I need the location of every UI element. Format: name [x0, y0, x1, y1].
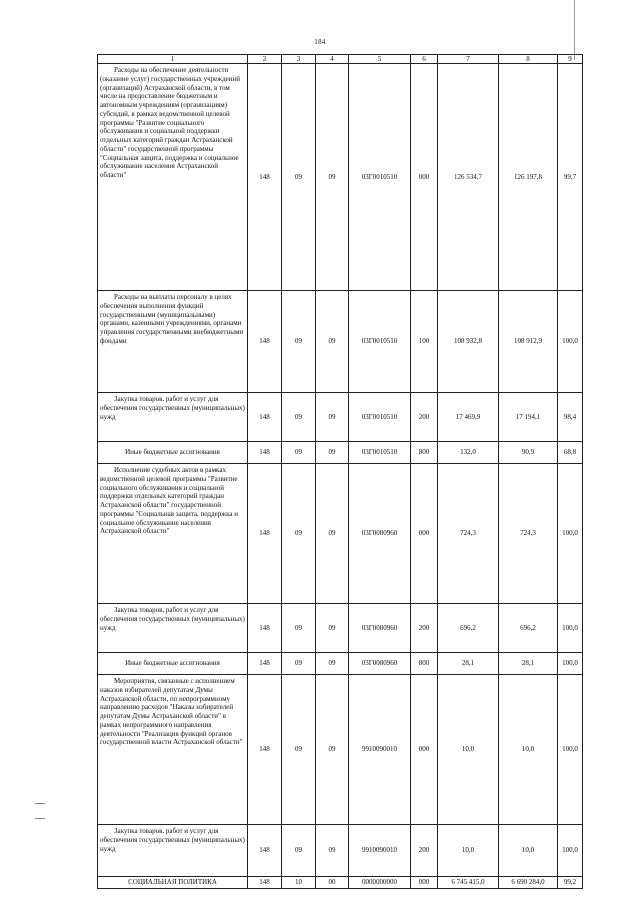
cell-c9: 100,0: [558, 291, 583, 393]
cell-c9: 99,2: [558, 877, 583, 889]
column-header: 1: [98, 55, 248, 64]
cell-c2: 148: [248, 64, 282, 291]
cell-c4: 09: [316, 291, 349, 393]
cell-c2: 148: [248, 653, 282, 675]
cell-c6: 800: [411, 442, 438, 464]
cell-c8: 90,9: [499, 442, 558, 464]
cell-c5: 9910090010: [349, 675, 411, 825]
cell-c4: 09: [316, 675, 349, 825]
cell-c7: 10,0: [438, 675, 499, 825]
cell-c9: 100,0: [558, 825, 583, 877]
cell-c4: 09: [316, 604, 349, 653]
cell-c3: 09: [282, 604, 316, 653]
cell-c2: 148: [248, 604, 282, 653]
table-row: [98, 825, 583, 877]
cell-c7: 724,3: [438, 464, 499, 604]
row-description: Расходы на обеспечение деятельности (оказание услуг) государственных учреждений (организаций) Астраханской области, в том числе на предоставление бюджетным и автономным учреждениям (организациям) субсидий, в рамках ведомственной целевой программы "Развитие социального обслуживания и социальной поддержки отдельных категорий граждан Астраханской области" государственной программы "Социальная защита, поддержка и социальное обслуживание населения Астраханской области": [98, 64, 248, 291]
cell-c3: 09: [282, 393, 316, 442]
cell-c7: 132,0: [438, 442, 499, 464]
table-row: [98, 653, 583, 675]
cell-c8: 696,2: [499, 604, 558, 653]
scan-artifact-line: [574, 0, 575, 60]
cell-c3: 09: [282, 464, 316, 604]
cell-c8: 108 912,9: [499, 291, 558, 393]
cell-c4: 00: [316, 877, 349, 889]
cell-c9: 98,4: [558, 393, 583, 442]
cell-c6: 000: [411, 464, 438, 604]
cell-c6: 200: [411, 825, 438, 877]
cell-c3: 09: [282, 64, 316, 291]
cell-c2: 148: [248, 675, 282, 825]
cell-c8: 126 197,8: [499, 64, 558, 291]
cell-c8: 10,0: [499, 825, 558, 877]
column-header: 4: [316, 55, 349, 64]
cell-c3: 09: [282, 675, 316, 825]
table-row: [98, 291, 583, 393]
row-description: Иные бюджетные ассигнования: [98, 442, 248, 464]
cell-c5: 03Г0010510: [349, 291, 411, 393]
row-description: Закупка товаров, работ и услуг для обеспечения государственных (муниципальных) нужд: [98, 825, 248, 877]
header-row: [98, 55, 583, 64]
cell-c2: 148: [248, 877, 282, 889]
cell-c9: 100,0: [558, 604, 583, 653]
cell-c5: 03Г0080960: [349, 653, 411, 675]
table-row: [98, 464, 583, 604]
cell-c5: 03Г0010510: [349, 442, 411, 464]
column-header: 2: [248, 55, 282, 64]
cell-c3: 09: [282, 442, 316, 464]
column-header: 9: [558, 55, 583, 64]
column-header: 6: [411, 55, 438, 64]
cell-c8: 17 194,1: [499, 393, 558, 442]
cell-c4: 09: [316, 825, 349, 877]
cell-c8: 28,1: [499, 653, 558, 675]
table-row: [98, 393, 583, 442]
table-row: [98, 64, 583, 291]
cell-c7: 108 932,8: [438, 291, 499, 393]
column-header: 7: [438, 55, 499, 64]
row-description: Исполнение судебных актов в рамках ведомственной целевой программы "Развитие социального обслуживания и социальной поддержки отдельных категорий граждан Астраханской области" государственной программы "Социальная защита, поддержка и социальное обслуживание населения Астраханской области": [98, 464, 248, 604]
row-description: Мероприятия, связанные с исполнением наказов избирателей депутатам Думы Астраханской области, по непрограммному направлению расходов "Наказы избирателей депутатам Думы Астраханской области" в рамках непрограммного направления деятельности "Реализация функций органов государственной власти Астраханской области": [98, 675, 248, 825]
row-description: Расходы на выплаты персоналу в целях обеспечения выполнения функций государственными (муниципальными) органами, казенными учреждениями, органами управления государственными внебюджетными фондами: [98, 291, 248, 393]
cell-c7: 696,2: [438, 604, 499, 653]
cell-c4: 09: [316, 653, 349, 675]
cell-c7: 17 469,9: [438, 393, 499, 442]
cell-c2: 148: [248, 464, 282, 604]
cell-c7: 126 534,7: [438, 64, 499, 291]
cell-c5: 0000000000: [349, 877, 411, 889]
cell-c5: 9910090010: [349, 825, 411, 877]
scan-artifact-mark: [35, 818, 45, 819]
cell-c5: 03Г0080960: [349, 604, 411, 653]
column-header: 5: [349, 55, 411, 64]
cell-c2: 148: [248, 393, 282, 442]
cell-c3: 09: [282, 825, 316, 877]
row-description: Закупка товаров, работ и услуг для обеспечения государственных (муниципальных) нужд: [98, 393, 248, 442]
scan-artifact-mark: [35, 803, 45, 804]
cell-c3: 09: [282, 291, 316, 393]
cell-c8: 724,3: [499, 464, 558, 604]
cell-c4: 09: [316, 393, 349, 442]
row-description: Иные бюджетные ассигнования: [98, 653, 248, 675]
cell-c4: 09: [316, 64, 349, 291]
table-row: [98, 675, 583, 825]
table-row: [98, 877, 583, 889]
cell-c5: 03Г0010510: [349, 393, 411, 442]
cell-c9: 100,0: [558, 675, 583, 825]
page-number: 184: [314, 38, 326, 46]
cell-c9: 68,8: [558, 442, 583, 464]
cell-c9: 100,0: [558, 464, 583, 604]
cell-c5: 03Г0010510: [349, 64, 411, 291]
cell-c8: 10,0: [499, 675, 558, 825]
cell-c6: 000: [411, 877, 438, 889]
column-header: 3: [282, 55, 316, 64]
row-description: Закупка товаров, работ и услуг для обеспечения государственных (муниципальных) нужд: [98, 604, 248, 653]
cell-c7: 6 745 415,0: [438, 877, 499, 889]
budget-table: [97, 54, 583, 889]
row-description: СОЦИАЛЬНАЯ ПОЛИТИКА: [98, 877, 248, 889]
cell-c9: 99,7: [558, 64, 583, 291]
cell-c6: 100: [411, 291, 438, 393]
cell-c7: 28,1: [438, 653, 499, 675]
cell-c6: 200: [411, 393, 438, 442]
cell-c4: 09: [316, 464, 349, 604]
cell-c2: 148: [248, 291, 282, 393]
cell-c6: 800: [411, 653, 438, 675]
cell-c3: 10: [282, 877, 316, 889]
cell-c9: 100,0: [558, 653, 583, 675]
cell-c2: 148: [248, 442, 282, 464]
cell-c4: 09: [316, 442, 349, 464]
cell-c5: 03Г0080960: [349, 464, 411, 604]
cell-c2: 148: [248, 825, 282, 877]
table-row: [98, 442, 583, 464]
cell-c6: 200: [411, 604, 438, 653]
cell-c3: 09: [282, 653, 316, 675]
column-header: 8: [499, 55, 558, 64]
cell-c8: 6 690 284,0: [499, 877, 558, 889]
cell-c7: 10,0: [438, 825, 499, 877]
cell-c6: 000: [411, 675, 438, 825]
cell-c6: 000: [411, 64, 438, 291]
table-row: [98, 604, 583, 653]
